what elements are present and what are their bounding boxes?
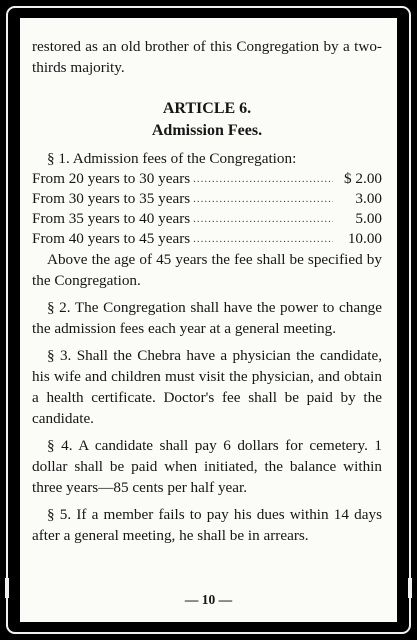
- fee-row: [32, 229, 382, 249]
- leader-dots: [193, 189, 333, 209]
- section-4-paragraph: § 4. A candidate shall pay 6 dollars for cemetery. 1 dollar shall be paid when initiated, the balance within three years—85 cents per half year.: [32, 437, 382, 496]
- fee-amount: 3.00: [355, 190, 382, 207]
- fee-amount: $ 2.00: [344, 170, 382, 187]
- leader-dots: [193, 169, 333, 189]
- fee-row: [32, 209, 382, 229]
- section-1-note: Above the age of 45 years the fee shall be specified by the Congregation.: [32, 251, 382, 289]
- frame-corner-mark: [5, 578, 9, 598]
- fee-age-range: From 20 years to 30 years: [32, 170, 191, 187]
- fee-schedule: [32, 169, 382, 249]
- fee-age-range: From 30 years to 35 years: [32, 190, 191, 207]
- section-1-intro: § 1. Admission fees of the Congregation:: [47, 150, 297, 167]
- page-content: [32, 36, 382, 546]
- section-3-paragraph: § 3. Shall the Chebra have a physician the candidate, his wife and children must visit the physician, and obtain a health certificate. Doctor's fee shall be paid by the candidate.: [32, 347, 382, 427]
- page-number: — 10 —: [184, 592, 233, 607]
- document-page: [20, 18, 397, 622]
- fee-row: [32, 189, 382, 209]
- intro-paragraph: restored as an old brother of this Congregation by a two-thirds majority.: [32, 38, 382, 76]
- section-5-paragraph: § 5. If a member fails to pay his dues within 14 days after a general meeting, he shall be in arrears.: [32, 506, 382, 544]
- fee-amount: 10.00: [347, 230, 382, 247]
- fee-amount: 5.00: [355, 210, 382, 227]
- fee-row: [32, 169, 382, 189]
- fee-age-range: From 40 years to 45 years: [32, 230, 191, 247]
- section-2-paragraph: § 2. The Congregation shall have the power to change the admission fees each year at a general meeting.: [32, 299, 382, 337]
- article-subtitle: Admission Fees.: [151, 122, 263, 139]
- leader-dots: [193, 229, 333, 249]
- fee-age-range: From 35 years to 40 years: [32, 210, 191, 227]
- frame-corner-mark: [408, 578, 412, 598]
- article-title: ARTICLE 6.: [162, 100, 252, 117]
- leader-dots: [193, 209, 333, 229]
